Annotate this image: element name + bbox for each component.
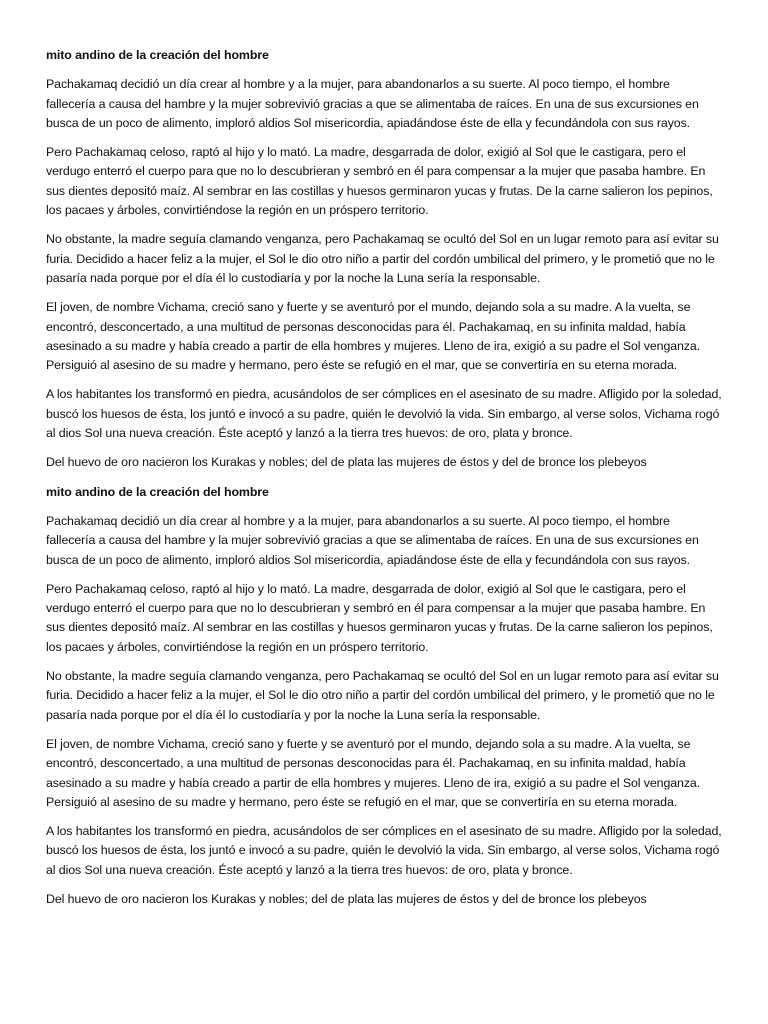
- paragraph: Del huevo de oro nacieron los Kurakas y nobles; del de plata las mujeres de éstos y del de bronce los plebeyos: [46, 455, 647, 470]
- paragraph: A los habitantes los transformó en piedra, acusándolos de ser cómplices en el asesinato de su madre. Afligido por la soledad, buscó los huesos de ésta, los juntó e invocó a su padre, quién le devolvió la vida. Sin embargo, al verse solos, Vichama rogó al dios Sol una nueva creación. Éste aceptó y lanzó a la tierra tres huevos: de oro, plata y bronce.: [46, 824, 722, 877]
- paragraph: Pachakamaq decidió un día crear al hombre y a la mujer, para abandonarlos a su suerte. Al poco tiempo, el hombre fallecería a causa del hambre y la mujer sobrevivió gracias a que se alimentaba de raíces. En una de sus excursiones en busca de un poco de alimento, imploró aldios Sol misericordia, apiadándose éste de ella y fecundándola con sus rayos.: [46, 77, 699, 130]
- paragraph: Pero Pachakamaq celoso, raptó al hijo y lo mató. La madre, desgarrada de dolor, exigió al Sol que le castigara, pero el verdugo enterró el cuerpo para que no lo descubrieran y sembró en él para compensar a la mujer que pasaba hambre. En sus dientes depositó maíz. Al sembrar en las costillas y huesos germinaron yucas y frutas. De la carne salieron los pepinos, los pacaes y árboles, convirtiéndose la región en un próspero territorio.: [46, 145, 713, 218]
- story-block-1: [46, 46, 722, 473]
- paragraph: No obstante, la madre seguía clamando venganza, pero Pachakamaq se ocultó del Sol en un lugar remoto para así evitar su furia. Decidido a hacer feliz a la mujer, el Sol le dio otro niño a partir del cordón umbilical del primero, y le prometió que no le pasaría nada porque por el día él lo custodiaría y por la noche la Luna sería la responsable.: [46, 232, 719, 285]
- paragraph: El joven, de nombre Vichama, creció sano y fuerte y se aventuró por el mundo, dejando sola a su madre. A la vuelta, se encontró, desconcertado, a una multitud de personas desconocidas para él. Pachakamaq, en su infinita maldad, había asesinado a su madre y había creado a partir de ella hombres y mujeres. Lleno de ira, exigió a su padre el Sol venganza. Persiguió al asesino de su madre y hermano, pero éste se refugió en el mar, que se convertiría en su eterna morada.: [46, 736, 701, 809]
- paragraph: Pachakamaq decidió un día crear al hombre y a la mujer, para abandonarlos a su suerte. Al poco tiempo, el hombre fallecería a causa del hambre y la mujer sobrevivió gracias a que se alimentaba de raíces. En una de sus excursiones en busca de un poco de alimento, imploró aldios Sol misericordia, apiadándose éste de ella y fecundándola con sus rayos.: [46, 513, 699, 567]
- paragraph: No obstante, la madre seguía clamando venganza, pero Pachakamaq se ocultó del Sol en un lugar remoto para así evitar su furia. Decidido a hacer feliz a la mujer, el Sol le dio otro niño a partir del cordón umbilical del primero, y le prometió que no le pasaría nada porque por el día él lo custodiaría y por la noche la Luna sería la responsable.: [46, 669, 719, 722]
- paragraph: El joven, de nombre Vichama, creció sano y fuerte y se aventuró por el mundo, dejando sola a su madre. A la vuelta, se encontró, desconcertado, a una multitud de personas desconocidas para él. Pachakamaq, en su infinita maldad, había asesinado a su madre y había creado a partir de ella hombres y mujeres. Lleno de ira, exigió a su padre el Sol venganza. Persiguió al asesino de su madre y hermano, pero éste se refugió en el mar, que se convertiría en su eterna morada.: [46, 300, 701, 373]
- paragraph: Pero Pachakamaq celoso, raptó al hijo y lo mató. La madre, desgarrada de dolor, exigió al Sol que le castigara, pero el verdugo enterró el cuerpo para que no lo descubrieran y sembró en él para compensar a la mujer que pasaba hambre. En sus dientes depositó maíz. Al sembrar en las costillas y huesos germinaron yucas y frutas. De la carne salieron los pepinos, los pacaes y árboles, convirtiéndose la región en un próspero territorio.: [46, 581, 713, 654]
- paragraph: A los habitantes los transformó en piedra, acusándolos de ser cómplices en el asesinato de su madre. Afligido por la soledad, buscó los huesos de ésta, los juntó e invocó a su padre, quién le devolvió la vida. Sin embargo, al verse solos, Vichama rogó al dios Sol una nueva creación. Éste aceptó y lanzó a la tierra tres huevos: de oro, plata y bronce.: [46, 387, 722, 441]
- story-block-2: [46, 483, 722, 910]
- document-body: [46, 46, 722, 919]
- paragraph: Del huevo de oro nacieron los Kurakas y nobles; del de plata las mujeres de éstos y del de bronce los plebeyos: [46, 891, 647, 906]
- story-title: mito andino de la creación del hombre: [46, 48, 269, 62]
- story-title: mito andino de la creación del hombre: [46, 484, 269, 499]
